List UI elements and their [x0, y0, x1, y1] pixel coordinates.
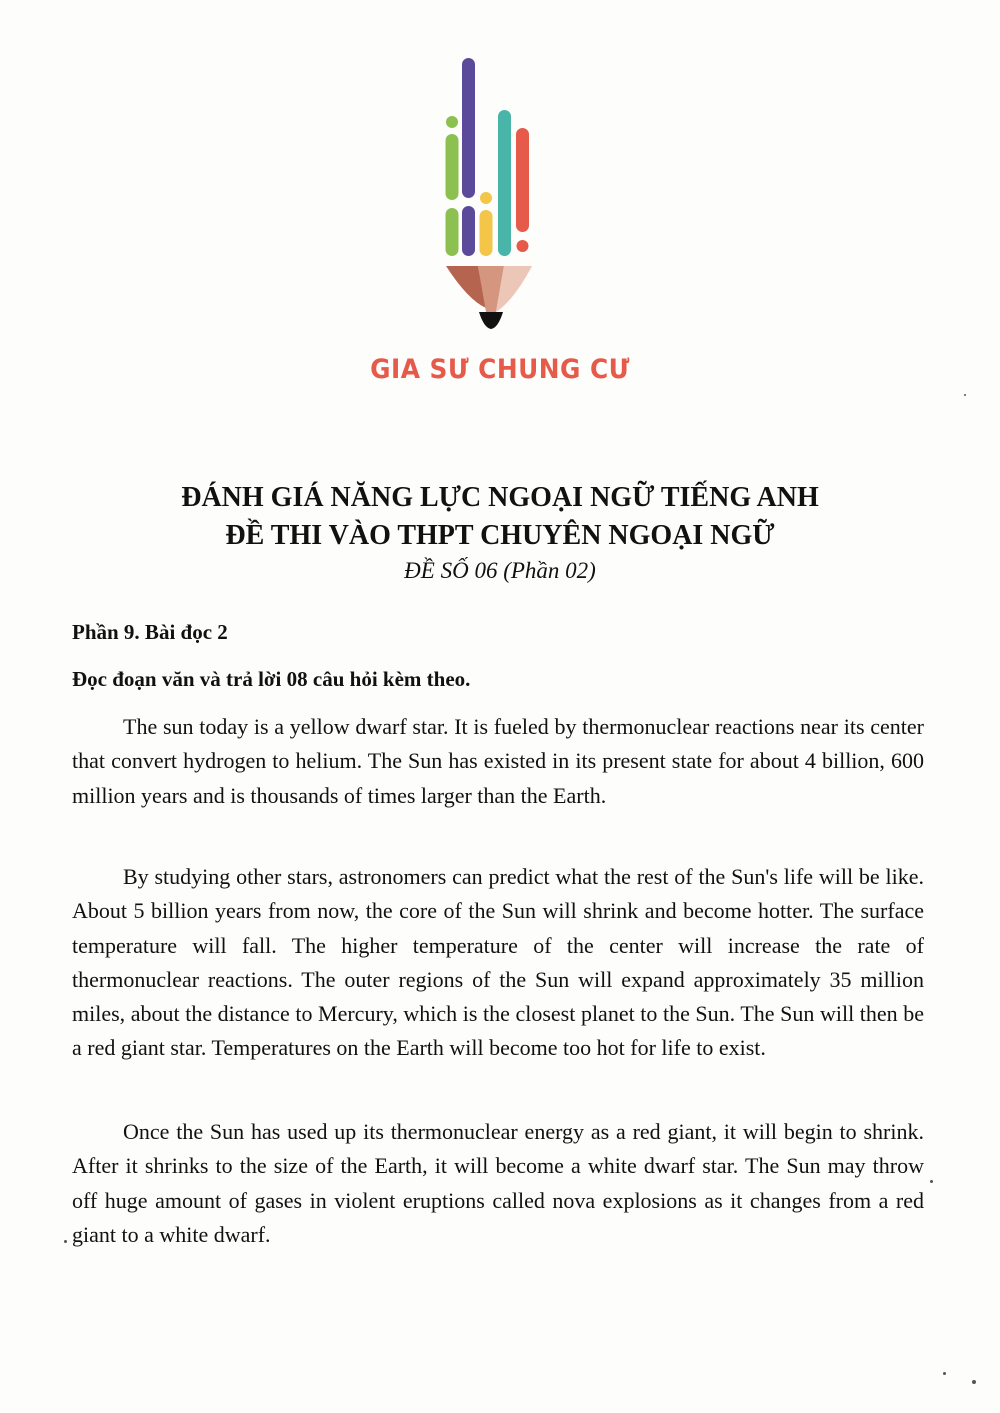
- scan-speck: [964, 394, 966, 396]
- pencil-logo-icon: [420, 50, 580, 340]
- section-title: Phần 9. Bài đọc 2: [72, 620, 228, 644]
- scan-speck: [943, 1372, 946, 1375]
- passage-paragraph-2: By studying other stars, astronomers can predict what the rest of the Sun's life will be like. About 5 billion years from now, the core of the Sun will shrink and become hotter. The surface temperature will fall. The higher temperature of the center will increase the rate of thermonuclear reactions. The outer regions of the Sun will expand approximately 35 million miles, about the distance to Mercury, which is the closest planet to the Sun. The Sun will then be a red giant star. Temperatures on the Earth will become too hot for life to exist.: [72, 864, 924, 1061]
- passage-paragraph-3: Once the Sun has used up its thermonuclear energy as a red giant, it will begin to shrink. After it shrinks to the size of the Earth, it will become a white dwarf star. The Sun may throw off huge amount of gases in violent eruptions called nova explosions as it changes from a red giant to a white dwarf.: [72, 1119, 924, 1247]
- page-title-line2: ĐỀ THI VÀO THPT CHUYÊN NGOẠI NGỮ: [225, 520, 775, 551]
- page-title: ĐÁNH GIÁ NĂNG LỰC NGOẠI NGỮ TIẾNG ANH: [181, 482, 819, 513]
- exam-subtitle: ĐỀ SỐ 06 (Phần 02): [404, 558, 596, 583]
- brand-wordmark: GIA SƯ CHUNG CƯ: [370, 354, 630, 385]
- scan-speck: [972, 1380, 976, 1384]
- section-instruction: Đọc đoạn văn và trả lời 08 câu hỏi kèm theo.: [72, 667, 471, 691]
- scan-speck: [930, 1180, 933, 1183]
- passage-paragraph-1: The sun today is a yellow dwarf star. It is fueled by thermonuclear reactions near its center that convert hydrogen to helium. The Sun has existed in its present state for about 4 billion, 600 million years and is thousands of times larger than the Earth.: [72, 714, 924, 808]
- scan-speck: [64, 1240, 67, 1243]
